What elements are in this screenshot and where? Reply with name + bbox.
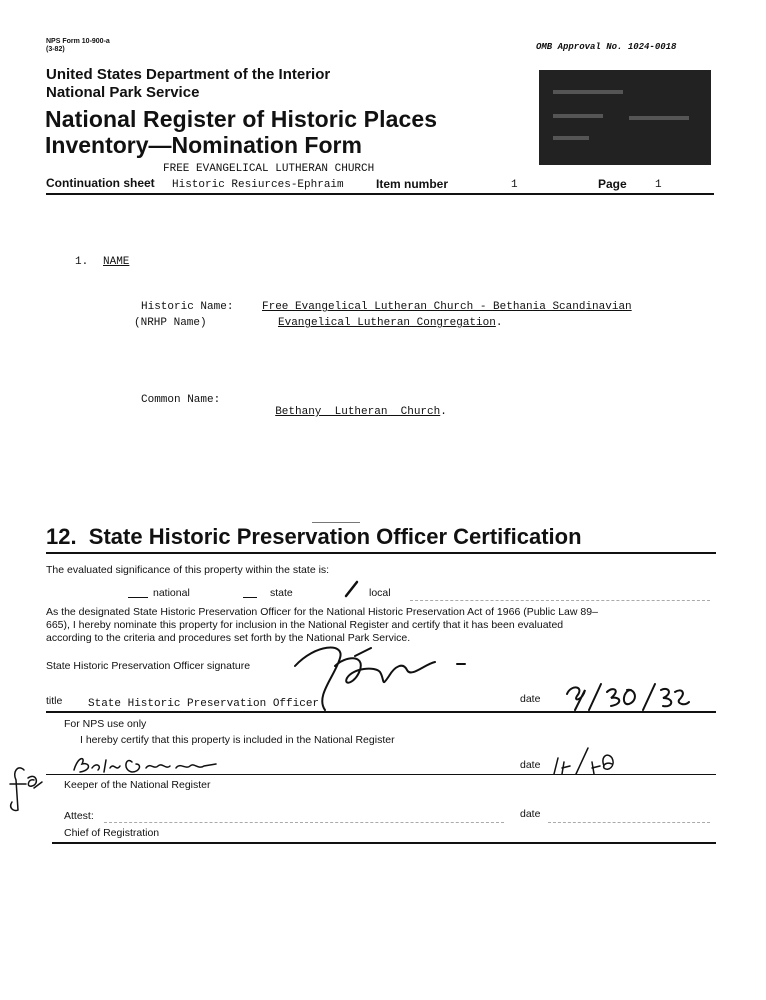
state-blank <box>243 597 257 598</box>
historic-name-line2-row <box>278 317 502 329</box>
attest-date-dotted-rule <box>548 822 710 823</box>
omb-approval: OMB Approval No. 1024-0018 <box>536 42 677 52</box>
nrhp-name-label: (NRHP Name) <box>134 317 207 329</box>
section12-title-rule <box>46 552 716 554</box>
historic-name-period: . <box>495 317 503 329</box>
form-title-line2: Inventory—Nomination Form <box>45 132 362 158</box>
common-name-row <box>262 394 447 418</box>
designation-line3: according to the criteria and procedures set forth by the National Park Service. <box>46 632 411 644</box>
continuation-label: Continuation sheet <box>46 176 155 190</box>
section1-heading: NAME <box>103 256 130 268</box>
signature-label: State Historic Preservation Officer signature <box>46 660 251 672</box>
title-rule <box>46 711 716 713</box>
title-value: State Historic Preservation Officer <box>88 698 320 710</box>
historic-name-label: Historic Name: <box>141 301 234 313</box>
common-name-value: Bethany Lutheran Church <box>275 406 441 418</box>
designation-line1: As the designated State Historic Preservation Officer for the National Historic Preservation Act of 1966 (Public Law 89– <box>46 606 598 618</box>
historic-name-value-line1: Free Evangelical Lutheran Church - Bethania Scandinavian <box>262 301 632 313</box>
local-label: local <box>369 587 391 599</box>
section12-top-tick <box>312 522 360 523</box>
historic-name-value-line2: Evangelical Lutheran Congregation <box>278 317 496 329</box>
certify-text: I hereby certify that this property is included in the National Register <box>80 734 395 746</box>
keeper-date-label: date <box>520 759 541 771</box>
received-stamp <box>539 70 711 165</box>
national-label: national <box>153 587 190 599</box>
attest-dotted-rule <box>104 822 504 823</box>
common-name-label: Common Name: <box>141 394 221 406</box>
header-rule <box>46 193 714 195</box>
item-number-value: 1 <box>511 179 518 191</box>
keeper-date-handwritten <box>548 744 618 778</box>
department-name: United States Department of the Interior <box>46 66 331 83</box>
shpo-date-handwritten <box>563 680 691 714</box>
for-handwritten <box>4 762 44 814</box>
service-name: National Park Service <box>46 84 200 101</box>
page-label: Page <box>598 177 627 191</box>
keeper-label: Keeper of the National Register <box>64 779 211 791</box>
page-value: 1 <box>655 179 662 191</box>
shpo-date-label: date <box>520 693 541 705</box>
title-label: title <box>46 695 63 707</box>
attest-label: Attest: <box>64 810 94 822</box>
section1-number: 1. <box>75 256 89 268</box>
attest-date-label: date <box>520 808 541 820</box>
nps-use-label: For NPS use only <box>64 718 147 730</box>
bottom-rule <box>52 842 716 844</box>
significance-text: The evaluated significance of this property within the state is: <box>46 564 330 576</box>
chief-label: Chief of Registration <box>64 827 160 839</box>
common-name-period: . <box>440 406 447 418</box>
keeper-rule <box>46 774 716 775</box>
section12-title: 12. State Historic Preservation Officer Certification <box>46 524 582 549</box>
property-name: FREE EVANGELICAL LUTHERAN CHURCH <box>163 163 375 175</box>
designation-line2: 665), I hereby nominate this property for inclusion in the National Register and certify that it has been evaluated <box>46 619 564 631</box>
national-blank <box>128 597 148 598</box>
item-number-label: Item number <box>376 177 449 191</box>
keeper-signature <box>70 752 220 776</box>
form-title-line1: National Register of Historic Places <box>45 106 438 132</box>
significance-dotted-rule <box>410 600 710 601</box>
resource-name: Historic Resiurces-Ephraim <box>172 179 344 191</box>
form-number: NPS Form 10-900-a <box>46 38 110 45</box>
state-label: state <box>270 587 293 599</box>
form-date: (3-82) <box>46 46 65 53</box>
local-check-mark <box>344 580 360 598</box>
